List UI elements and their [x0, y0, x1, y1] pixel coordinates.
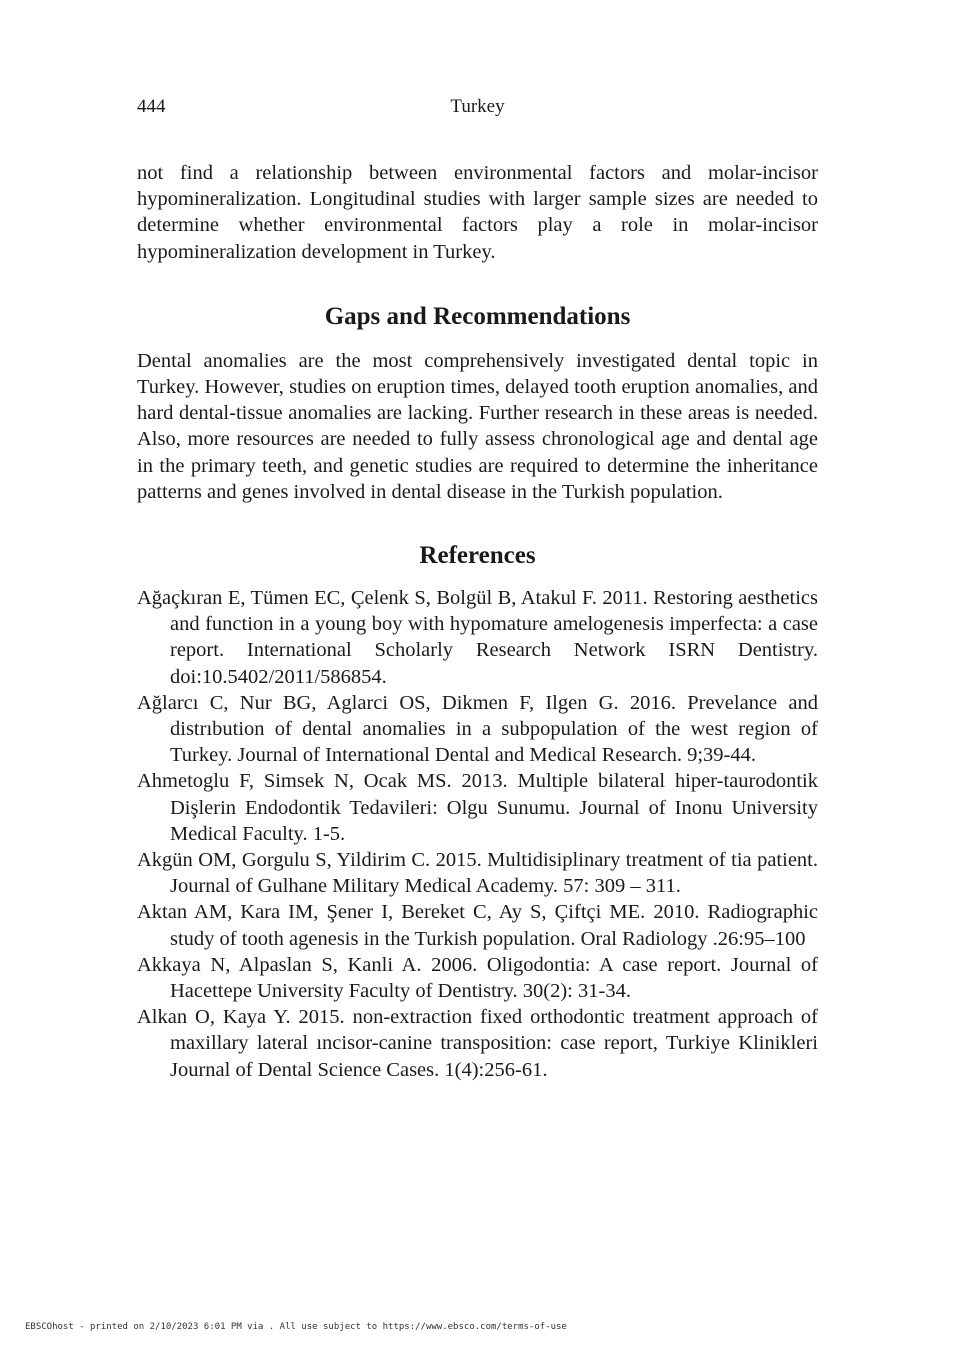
gaps-paragraph: Dental anomalies are the most comprehensively investigated dental topic in Turkey. However, studies on eruption times, delayed tooth eruption anomalies, and hard dental-tissue anomalies are lacking. Further research in these areas is needed. Also, more resources are needed to fully assess chronological age and dental age in the primary teeth, and genetic studies are required to determine the inheritance patterns and genes involved in dental disease in the Turkish population. [137, 349, 818, 503]
gaps-heading: Gaps and Recommendations [324, 302, 631, 330]
references-heading: References [419, 542, 536, 570]
reference-item: Akkaya N, Alpaslan S, Kanli A. 2006. Oligodontia: A case report. Journal of Hacettepe University Faculty of Dentistry. 30(2): 31-34. [137, 953, 818, 1003]
reference-item: Alkan O, Kaya Y. 2015. non-extraction fixed orthodontic treatment approach of maxillary lateral ıncisor-canine transposition: case report, Turkiye Klinikleri Journal of Dental Science Cases. 1(4):256-61. [137, 1006, 818, 1081]
page-body [137, 160, 818, 1083]
reference-item: Ahmetoglu F, Simsek N, Ocak MS. 2013. Multiple bilateral hiper-taurodontik Dişlerin Endodontik Tedavileri: Olgu Sunumu. Journal of Inonu University Medical Faculty. 1-5. [137, 770, 818, 845]
reference-item: Ağaçkıran E, Tümen EC, Çelenk S, Bolgül B, Atakul F. 2011. Restoring aesthetics and function in a young boy with hypomature amelogenesis imperfecta: a case report. International Scholarly Research Network ISRN Dentistry. doi:10.5402/2011/586854. [137, 587, 818, 688]
reference-item: Akgün OM, Gorgulu S, Yildirim C. 2015. Multidisiplinary treatment of tia patient. Journal of Gulhane Military Medical Academy. 57: 309 – 311. [137, 849, 818, 898]
page-header [137, 96, 818, 122]
intro-paragraph: not find a relationship between environmental factors and molar-incisor hypomineralization. Longitudinal studies with larger sample sizes are needed to determine whether environmental factors play a role in molar-incisor hypomineralization development in Turkey. [137, 162, 818, 263]
reference-list [137, 585, 818, 1083]
reference-item: Aktan AM, Kara IM, Şener I, Bereket C, Ay S, Çiftçi ME. 2010. Radiographic study of tooth agenesis in the Turkish population. Oral Radiology .26:95–100 [137, 901, 818, 950]
print-footer: EBSCOhost - printed on 2/10/2023 6:01 PM via . All use subject to https://www.ebsco.com/terms-of-use [25, 1322, 567, 1332]
page-number: 444 [137, 96, 166, 117]
reference-item: Ağlarcı C, Nur BG, Aglarci OS, Dikmen F, Ilgen G. 2016. Prevelance and distrıbution of dental anomalies in a subpopulation of the west region of Turkey. Journal of International Dental and Medical Research. 9;39-44. [137, 691, 818, 767]
running-title: Turkey [450, 96, 505, 117]
